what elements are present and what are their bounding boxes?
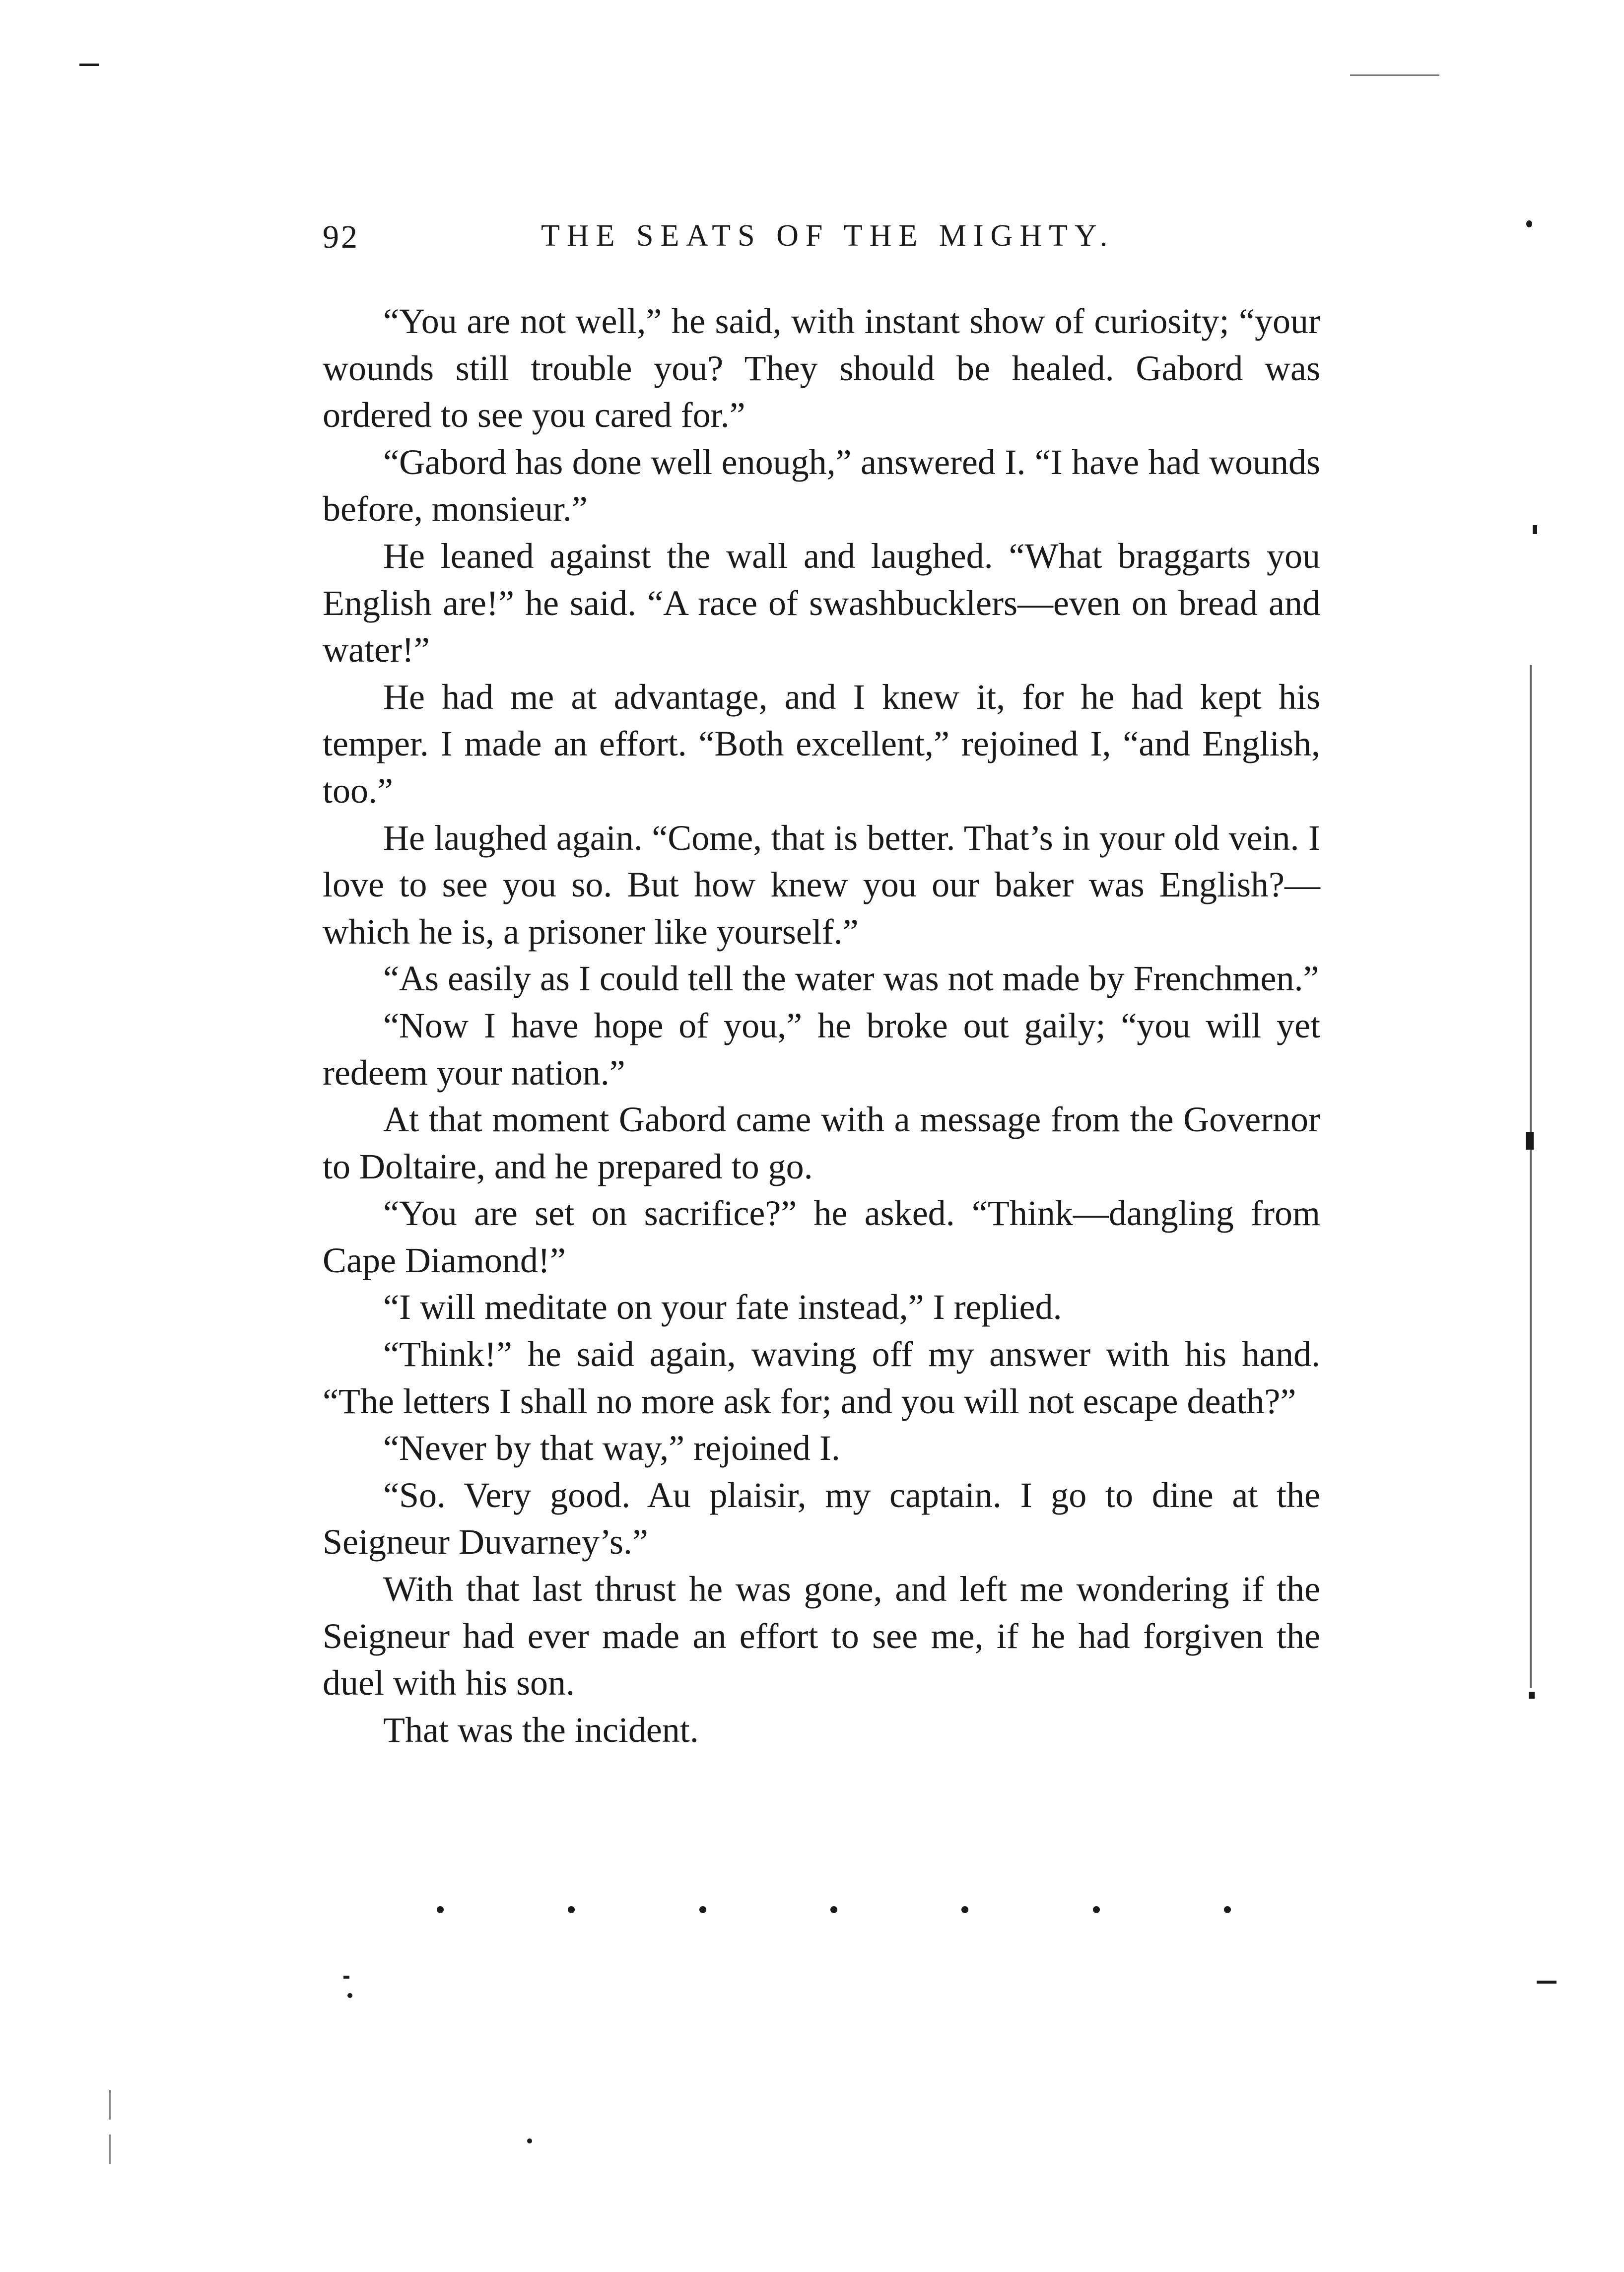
- paragraph: “Never by that way,” rejoined I.: [383, 1428, 840, 1468]
- ornament-dot: [961, 1906, 968, 1913]
- paragraph: That was the incident.: [383, 1710, 699, 1750]
- scan-speck: [527, 2138, 532, 2143]
- ornament-dot: [568, 1906, 575, 1913]
- page-header: [323, 218, 1315, 273]
- paragraph: He leaned against the wall and laughed. “What braggarts you English are!” he said. “A race of swashbucklers—even on bread and water!”: [323, 536, 1320, 670]
- paragraph: “Gabord has done well enough,” answered I. “I have had wounds before, monsieur.”: [323, 442, 1320, 529]
- scan-speck: [1350, 74, 1439, 76]
- margin-rule: [109, 2090, 111, 2120]
- paragraph: “You are not well,” he said, with instant show of curiosity; “your wounds still trouble you? They should be healed. Gabord was ordered to see you cared for.”: [323, 301, 1320, 435]
- scan-speck: [343, 1976, 349, 1979]
- ornament-dot: [437, 1906, 444, 1913]
- scan-speck: [1529, 1692, 1535, 1699]
- scan-speck: [1526, 1132, 1534, 1150]
- running-head: THE SEATS OF THE MIGHTY.: [541, 219, 1115, 253]
- paragraph: He laughed again. “Come, that is better. That’s in your old vein. I love to see you so. But how knew you our baker was English?—which he is, a prisoner like yourself.”: [323, 818, 1320, 952]
- scan-speck: [1537, 1981, 1556, 1984]
- ornament-dot: [699, 1906, 706, 1913]
- paragraph: “Think!” he said again, waving off my answer with his hand. “The letters I shall no more ask for; and you will not escape death?”: [323, 1334, 1320, 1421]
- scan-speck: [1533, 525, 1537, 534]
- paragraph: With that last thrust he was gone, and left me wondering if the Seigneur had ever made an effort to see me, if he had forgiven the duel with his son.: [323, 1569, 1320, 1703]
- body-text: [323, 298, 1320, 1753]
- paragraph: “Now I have hope of you,” he broke out gaily; “you will yet redeem your nation.”: [323, 1005, 1320, 1093]
- scan-speck: [347, 1993, 352, 1998]
- ornament-dot: [830, 1906, 837, 1913]
- page-number: 92: [323, 219, 359, 255]
- ornament-dot: [1093, 1906, 1100, 1913]
- paragraph: He had me at advantage, and I knew it, for he had kept his temper. I made an effort. “Both excellent,” rejoined I, “and English, too.”: [323, 677, 1320, 811]
- margin-rule: [109, 2134, 111, 2164]
- paragraph: At that moment Gabord came with a message from the Governor to Doltaire, and he prepared to go.: [323, 1100, 1320, 1186]
- margin-rule: [1530, 665, 1532, 1688]
- scan-speck: [1526, 220, 1532, 227]
- scan-speck: [79, 64, 99, 66]
- ornament-dot: [1224, 1906, 1231, 1913]
- paragraph: “I will meditate on your fate instead,” I replied.: [383, 1287, 1062, 1327]
- paragraph: “As easily as I could tell the water was not made by Frenchmen.”: [383, 959, 1319, 999]
- paragraph: “So. Very good. Au plaisir, my captain. I go to dine at the Seigneur Duvarney’s.”: [323, 1475, 1320, 1562]
- paragraph: “You are set on sacrifice?” he asked. “Think—dangling from Cape Diamond!”: [323, 1193, 1320, 1280]
- section-break-dots: [437, 1906, 1231, 1913]
